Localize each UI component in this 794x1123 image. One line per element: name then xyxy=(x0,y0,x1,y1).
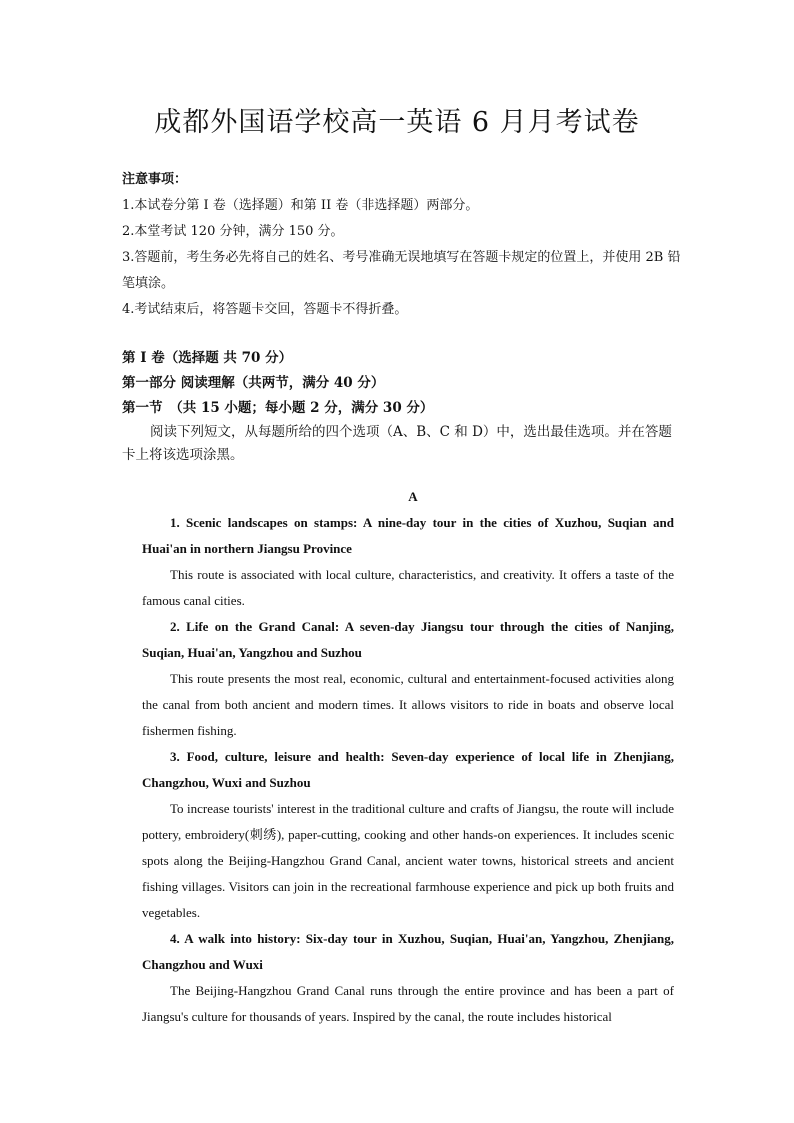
instruction-text: 阅读下列短文，从每题所给的四个选项（A、B、C 和 D）中，选出最佳选项。并在答题卡上将该选项涂黑。 xyxy=(122,424,672,463)
item-body: This route is associated with local culture, characteristics, and creativity. It offers a taste of the famous canal cities. xyxy=(142,567,674,608)
item-heading: 3. Food, culture, leisure and health: Seven-day experience of local life in Zhenjiang, Changzhou, Wuxi and Suzhou xyxy=(142,749,674,790)
note-item: 2.本堂考试 120 分钟，满分 150 分。 xyxy=(122,224,344,239)
item-heading: 4. A walk into history: Six-day tour in Xuzhou, Suqian, Huai'an, Yangzhou, Zhenjiang, Changzhou and Wuxi xyxy=(142,931,674,972)
page-title: 成都外国语学校高一英语 6 月月考试卷 xyxy=(154,107,640,138)
note-item: 4.考试结束后，将答题卡交回，答题卡不得折叠。 xyxy=(122,302,408,317)
note-item: 3.答题前，考生务必先将自己的姓名、考号准确无误地填写在答题卡规定的位置上，并使用 2B 铅笔填涂。 xyxy=(122,250,681,291)
item-body: This route presents the most real, economic, cultural and entertainment-focused activities along the canal from both ancient and modern times. It allows visitors to ride in boats and observe local fishermen fishing. xyxy=(142,671,674,738)
notes-block xyxy=(122,167,682,323)
note-item: 1.本试卷分第 I 卷（选择题）和第 II 卷（非选择题）两部分。 xyxy=(122,198,479,213)
section-header xyxy=(122,346,682,467)
passage-a xyxy=(142,484,674,1030)
notes-label: 注意事项： xyxy=(122,172,188,187)
item-heading: 1. Scenic landscapes on stamps: A nine-day tour in the cities of Xuzhou, Suqian and Huai'an in northern Jiangsu Province xyxy=(142,515,674,556)
item-heading: 2. Life on the Grand Canal: A seven-day Jiangsu tour through the cities of Nanjing, Suqian, Huai'an, Yangzhou and Suzhou xyxy=(142,619,674,660)
volume-title: 第 I 卷（选择题 共 70 分） xyxy=(122,350,293,366)
subsection-title: 第一节 （共 15 小题；每小题 2 分，满分 30 分） xyxy=(122,400,434,416)
item-body: The Beijing-Hangzhou Grand Canal runs through the entire province and has been a part of Jiangsu's culture for thousands of years. Inspired by the canal, the route includes historical xyxy=(142,983,674,1024)
part-title: 第一部分 阅读理解（共两节，满分 40 分） xyxy=(122,375,385,391)
passage-letter: A xyxy=(408,489,418,504)
item-body: To increase tourists' interest in the traditional culture and crafts of Jiangsu, the route will include pottery, embroidery(刺绣), paper-cutting, cooking and other hands-on experiences. It includes scenic spots along the Beijing-Hangzhou Grand Canal, ancient water towns, historical streets and ancient fishing villages. Visitors can join in the recreational farmhouse experience and pick up both fruits and vegetables. xyxy=(142,801,674,920)
